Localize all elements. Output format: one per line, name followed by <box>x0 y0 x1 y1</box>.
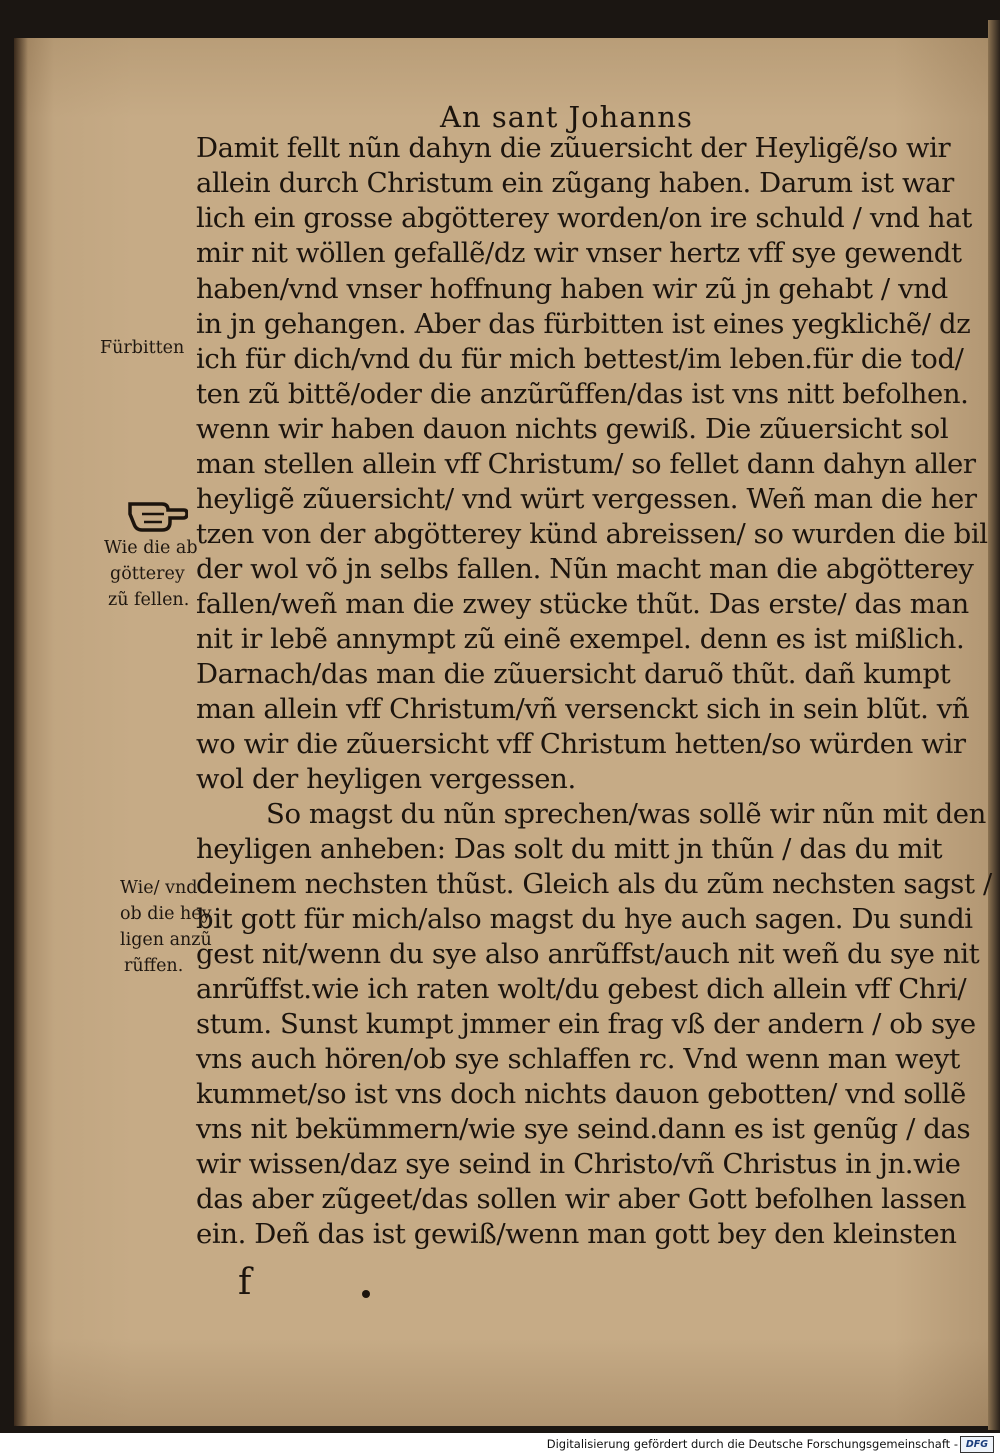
text-line: kummet/so ist vns doch nichts dauon gebotten/ vnd sollẽ <box>196 1078 966 1110</box>
running-header: An sant Johanns <box>440 100 693 134</box>
margin-note: Wie/ vnd <box>120 878 198 898</box>
text-line: ten zũ bittẽ/oder die anzũrũffen/das ist vns nitt befolhen. <box>196 378 969 410</box>
text-line: haben/vnd vnser hoffnung haben wir zũ jn gehabt / vnd <box>196 273 948 305</box>
page-stack-edge <box>988 20 1000 1430</box>
margin-note: götterey <box>110 564 185 584</box>
text-line: So magst du nũn sprechen/was sollẽ wir nũn mit den <box>266 798 986 830</box>
text-line: tzen von der abgötterey künd abreissen/ so wurden die bil <box>196 518 988 550</box>
text-line: man stellen allein vff Christum/ so fellet dann dahyn aller <box>196 448 976 480</box>
text-line: deinem nechsten thũst. Gleich als du zũm nechsten sagst / <box>196 868 992 900</box>
text-line: ich für dich/vnd du für mich bettest/im leben.für die tod/ <box>196 343 964 375</box>
text-line: vns nit bekümmern/wie sye seind.dann es ist genũg / das <box>196 1113 971 1145</box>
text-line: Damit fellt nũn dahyn die zũuersicht der Heyligẽ/so wir <box>196 132 951 164</box>
text-line: lich ein grosse abgötterey worden/on ire schuld / vnd hat <box>196 202 972 234</box>
text-line: das aber zũgeet/das sollen wir aber Gott befolhen lassen <box>196 1183 967 1215</box>
margin-note: zũ fellen. <box>108 590 190 610</box>
text-line: wol der heyligen vergessen. <box>196 763 576 795</box>
text-line: allein durch Christum ein zũgang haben. Darum ist war <box>196 167 954 199</box>
text-line: stum. Sunst kumpt jmmer ein frag vß der andern / ob sye <box>196 1008 976 1040</box>
signature-mark: f <box>238 1262 252 1303</box>
margin-note: ligen anzũ <box>120 930 212 950</box>
text-line: bit gott für mich/also magst du hye auch sagen. Du sundi <box>196 903 973 935</box>
printer-dot <box>362 1290 370 1298</box>
margin-note: Fürbitten <box>100 338 185 358</box>
page-gutter-shadow <box>14 38 28 1426</box>
text-line: Darnach/das man die zũuersicht daruõ thũt. dañ kumpt <box>196 658 951 690</box>
text-line: der wol võ jn selbs fallen. Nũn macht man die abgötterey <box>196 553 974 585</box>
manicule-icon <box>128 500 188 534</box>
text-line: in jn gehangen. Aber das fürbitten ist eines yegklichẽ/ dz <box>196 308 971 340</box>
margin-note: ob die hey <box>120 904 212 924</box>
text-line: ein. Deñ das ist gewiß/wenn man gott bey den kleinsten <box>196 1218 957 1250</box>
text-line: heyligẽ zũuersicht/ vnd würt vergessen. Weñ man die her <box>196 483 977 515</box>
margin-note: Wie die ab <box>104 538 198 558</box>
text-line: wir wissen/daz sye seind in Christo/vñ Christus in jn.wie <box>196 1148 961 1180</box>
digitization-credit: Digitalisierung gefördert durch die Deutsche Forschungsgemeinschaft - <box>546 1437 958 1451</box>
text-line: nit ir lebẽ annympt zũ einẽ exempel. denn es ist mißlich. <box>196 623 965 655</box>
text-line: vns auch hören/ob sye schlaffen rc. Vnd wenn man weyt <box>196 1043 960 1075</box>
text-line: heyligen anheben: Das solt du mitt jn thũn / das du mit <box>196 833 943 865</box>
text-line: anrũffst.wie ich raten wolt/du gebest dich allein vff Chri/ <box>196 973 967 1005</box>
dfg-logo: DFG <box>960 1436 994 1453</box>
text-line: mir nit wöllen gefallẽ/dz wir vnser hertz vff sye gewendt <box>196 237 962 269</box>
text-line: man allein vff Christum/vñ versenckt sich in sein blũt. vñ <box>196 693 970 725</box>
margin-note: rũffen. <box>124 956 184 976</box>
text-line: wo wir die zũuersicht vff Christum hetten/so würden wir <box>196 728 966 760</box>
text-line: wenn wir haben dauon nichts gewiß. Die zũuersicht sol <box>196 413 949 445</box>
text-line: gest nit/wenn du sye also anrũffst/auch nit weñ du sye nit <box>196 938 980 970</box>
text-line: fallen/weñ man die zwey stücke thũt. Das erste/ das man <box>196 588 969 620</box>
